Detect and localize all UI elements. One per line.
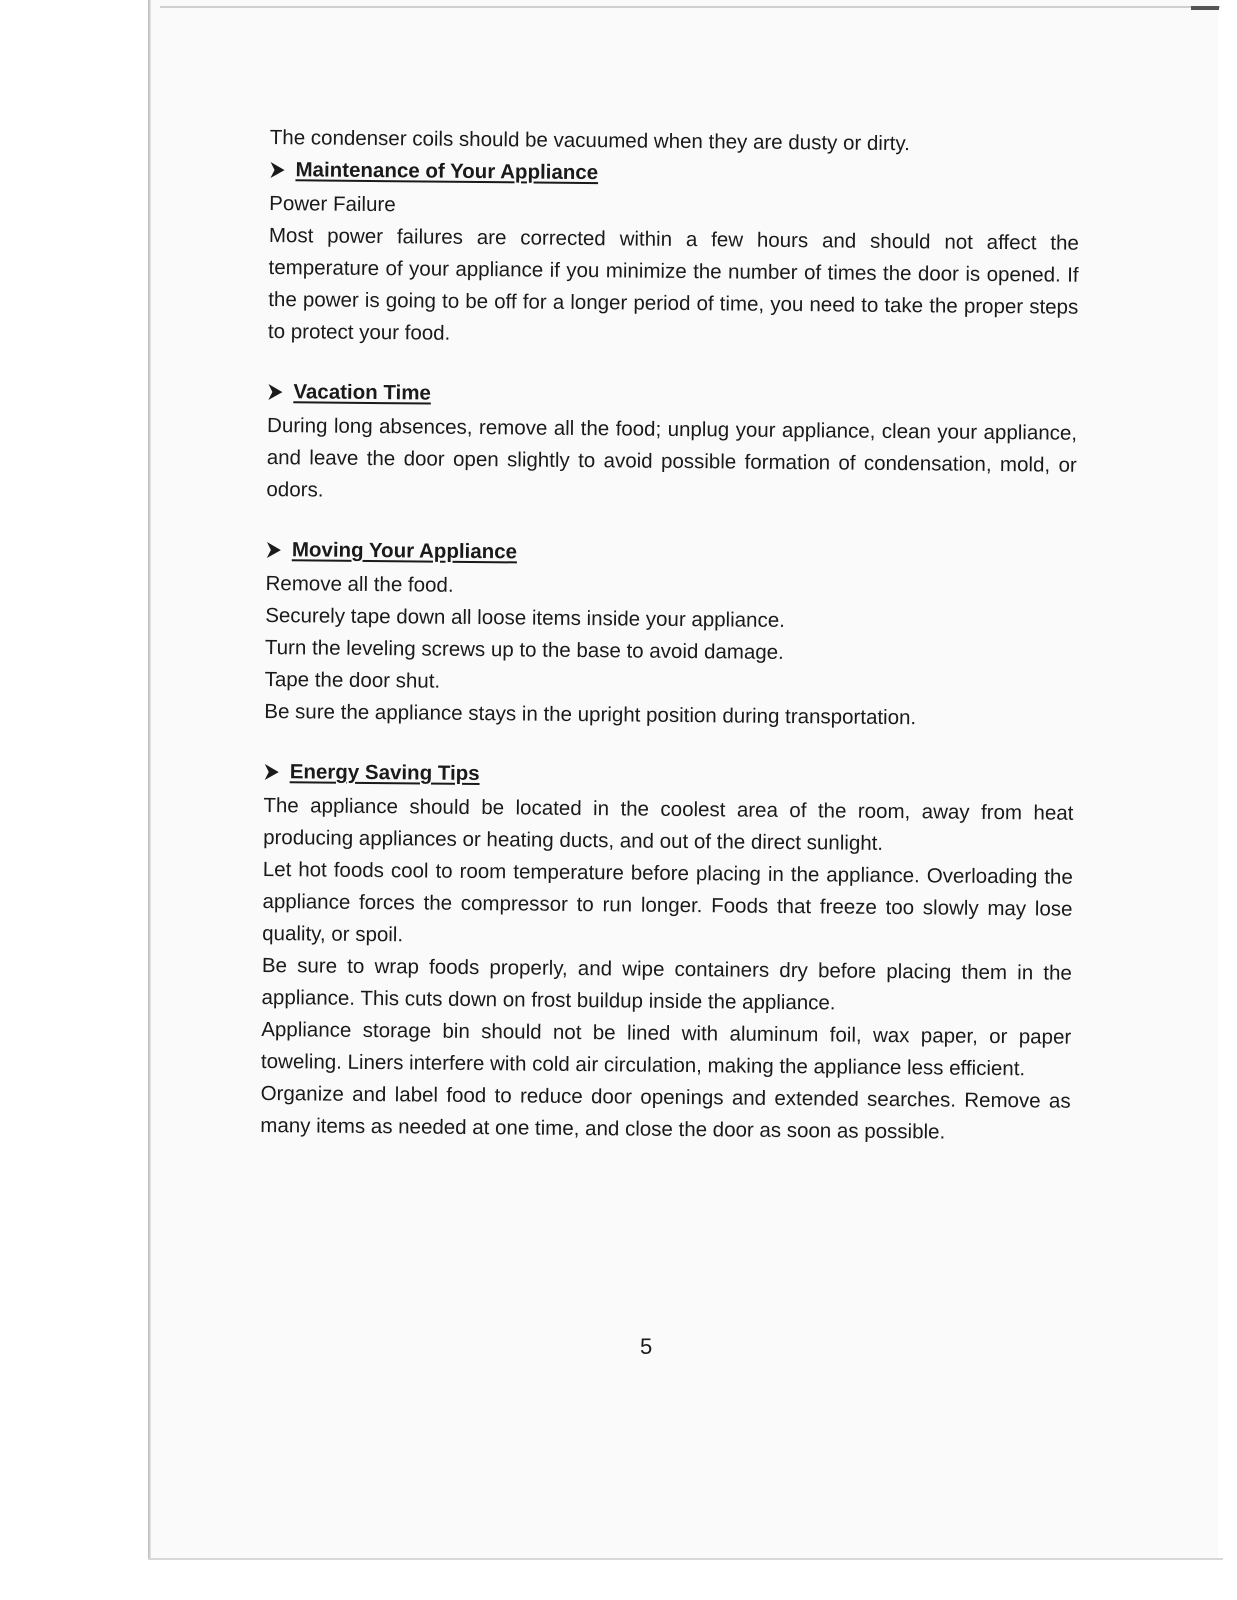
paragraph: The appliance should be located in the coolest area of the room, away from heat producing appliances or heating ducts, and out of the direct sunlight. [263,793,1074,855]
arrowhead-bullet-icon [269,161,285,179]
paragraph: During long absences, remove all the food; unplug your appliance, clean your appliance, and leave the door open slightly to avoid possible formation of condensation, mold, or odors. [266,413,1078,502]
section-maintenance [268,154,1080,356]
section-heading-text: Moving Your Appliance [291,538,518,564]
section-heading-text: Energy Saving Tips [289,760,480,786]
section-energy-saving [260,756,1074,1150]
paragraph: Organize and label food to reduce door openings and extended searches. Remove as many items as needed at one time, and close the door as soon as possible. [260,1081,1071,1144]
subheading-power-failure: Power Failure [269,191,396,217]
paragraph: Be sure the appliance stays in the upright position during transportation. [264,699,917,730]
paragraph: Be sure to wrap foods properly, and wipe containers dry before placing them in the appliance. This cuts down on frost buildup inside the appliance. [261,953,1072,1015]
page-edge-left [148,0,151,1560]
page-edge-bottom [148,1558,1223,1560]
intro-text: The condenser coils should be vacuumed when they are dusty or dirty. [269,125,910,156]
arrowhead-bullet-icon [264,763,280,781]
page-edge-top [160,6,1220,8]
section-heading [264,756,1074,796]
section-heading [266,534,1076,574]
paragraph: Remove all the food. [265,571,454,597]
paragraph: Appliance storage bin should not be lined with aluminum foil, wax paper, or paper toweling. Liners interfere with cold air circulation, making the appliance less efficient. [260,1017,1072,1081]
paragraph: Let hot foods cool to room temperature before placing in the appliance. Overloading the appliance forces the compressor to run longer. Foods that freeze too slowly may lose quality, or spoil. [262,857,1073,947]
page-content [260,122,1080,1178]
paragraph: Tape the door shut. [264,667,441,693]
paragraph: Most power failures are corrected within a few hours and should not affect the temperature of your appliance if you minimize the number of times the door is opened. If the power is going to be off for a longer period of time, you need to take the proper steps to protect your food. [267,223,1079,345]
section-heading [269,154,1079,194]
arrowhead-bullet-icon [267,383,283,401]
corner-mark [1191,6,1219,10]
section-heading [267,376,1077,416]
paragraph: Securely tape down all loose items inside your appliance. [265,603,785,632]
paragraph: Turn the leveling screws up to the base to avoid damage. [264,635,784,664]
arrowhead-bullet-icon [266,541,282,559]
section-vacation [266,376,1077,514]
section-heading-text: Vacation Time [293,380,432,405]
page-number: 5 [640,1334,653,1359]
section-heading-text: Maintenance of Your Appliance [295,158,599,185]
section-moving [264,534,1076,736]
